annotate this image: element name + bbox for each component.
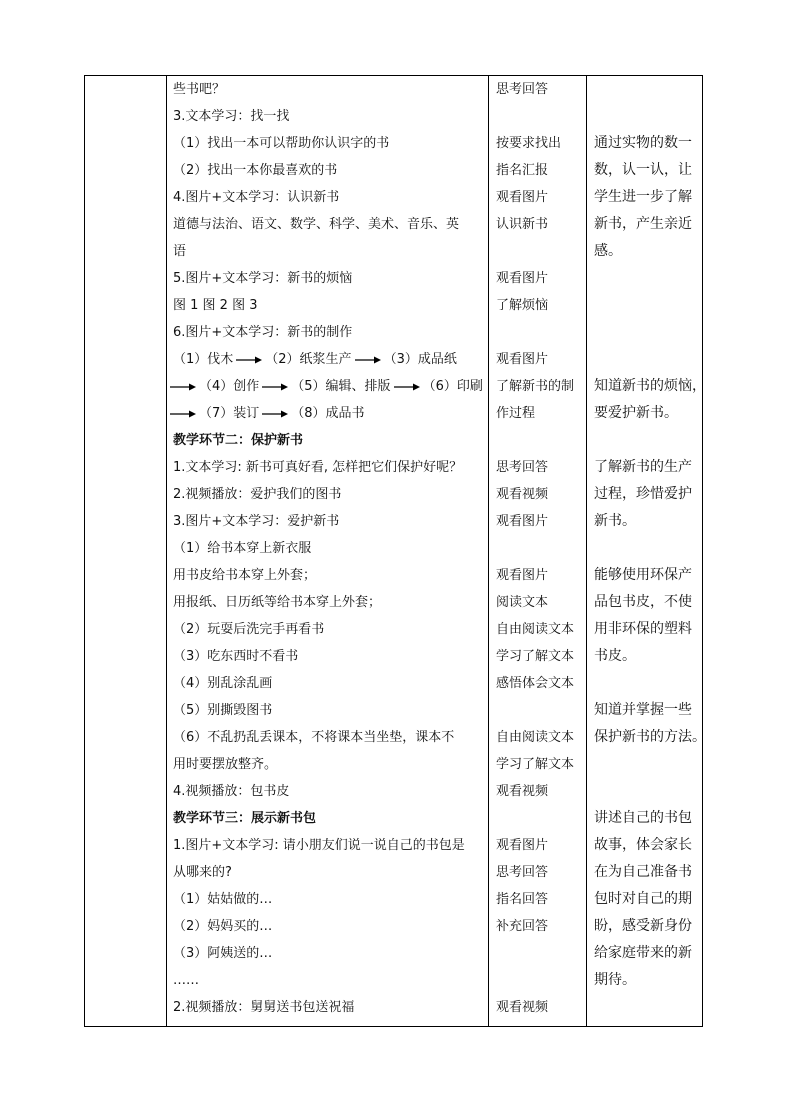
production-flow-row — [167, 373, 483, 400]
student-activity-line: 思考回答 — [496, 82, 549, 97]
student-activity-line: 观看视频 — [496, 1000, 549, 1015]
production-flow-row — [173, 346, 457, 373]
student-activity-line: 学习了解文本 — [496, 757, 575, 772]
design-intent-line: 过程，珍惜爱护 — [594, 486, 692, 502]
arrow-right-icon — [355, 354, 381, 364]
content-line: 用报纸、日历纸等给书本穿上外套； — [173, 595, 382, 610]
content-line: 1.文本学习: 新书可真好看, 怎样把它们保护好呢？ — [173, 460, 463, 475]
student-activity-line: 按要求找出 — [496, 136, 562, 151]
student-activity-line: 了解新书的制 — [496, 379, 575, 394]
flow-step: （8）成品书 — [291, 406, 365, 421]
content-line: （5）别撕毁图书 — [173, 703, 273, 718]
content-line: 从哪来的? — [173, 865, 232, 880]
student-activity-line: 观看视频 — [496, 487, 549, 502]
design-intent-line: 能够使用环保产 — [594, 567, 692, 583]
arrow-right-icon — [262, 381, 288, 391]
content-line: （1）给书本穿上新衣服 — [173, 541, 312, 556]
design-intent-line: 品包书皮，不使 — [594, 594, 692, 610]
design-intent-line: 故事，体会家长 — [594, 837, 692, 853]
student-activity-line: 作过程 — [496, 406, 536, 421]
content-line: 4.图片+文本学习：认识新书 — [173, 190, 340, 205]
flow-step: （6）印刷 — [422, 379, 483, 394]
flow-step: （1）伐木 — [173, 352, 234, 367]
student-activity-line: 观看图片 — [496, 352, 549, 367]
student-activity-line: 观看图片 — [496, 190, 549, 205]
arrow-right-icon — [170, 408, 196, 418]
design-intent-line: 保护新书的方法。 — [594, 729, 706, 745]
content-line: 3.图片+文本学习：爱护新书 — [173, 514, 340, 529]
content-line: （2）妈妈买的… — [173, 919, 273, 934]
student-activity-line: 观看图片 — [496, 271, 549, 286]
design-intent-line: 用非环保的塑料 — [594, 621, 692, 637]
design-intent-line: 讲述自己的书包 — [594, 810, 692, 826]
design-intent-line: 数，认一认，让 — [594, 162, 692, 178]
arrow-right-icon — [394, 381, 420, 391]
content-line: 3.文本学习：找一找 — [173, 109, 290, 124]
student-activity-line: 指名回答 — [496, 892, 549, 907]
design-intent-line: 要爱护新书。 — [594, 405, 678, 421]
design-intent-line: 在为自己准备书 — [594, 864, 692, 880]
content-line: 2.视频播放：舅舅送书包送祝福 — [173, 1000, 355, 1015]
design-intent-line: 感。 — [594, 243, 622, 259]
flow-step: （5）编辑、排版 — [291, 379, 391, 394]
content-line: 图 1 图 2 图 3 — [173, 298, 258, 313]
content-line: （6）不乱扔乱丢课本，不将课本当坐垫，课本不 — [173, 730, 455, 745]
design-intent-line: 了解新书的生产 — [594, 459, 692, 475]
student-activity-line: 自由阅读文本 — [496, 622, 575, 637]
student-activity-line: 补充回答 — [496, 919, 549, 934]
student-activity-line: 观看视频 — [496, 784, 549, 799]
design-intent-line: 知道并掌握一些 — [594, 702, 692, 718]
content-line: 6.图片+文本学习：新书的制作 — [173, 325, 353, 340]
design-intent-column — [587, 76, 704, 1026]
content-line: 4.视频播放：包书皮 — [173, 784, 290, 799]
content-line: 道德与法治、语文、数学、科学、美术、音乐、英 — [173, 217, 460, 232]
student-activity-line: 感悟体会文本 — [496, 676, 575, 691]
arrow-right-icon — [236, 354, 262, 364]
content-line: …… — [173, 973, 199, 988]
student-activity-line: 认识新书 — [496, 217, 549, 232]
arrow-right-icon — [262, 408, 288, 418]
student-activity-line: 思考回答 — [496, 865, 549, 880]
student-activity-line: 学习了解文本 — [496, 649, 575, 664]
flow-step: （7）装订 — [199, 406, 260, 421]
arrow-right-icon — [170, 381, 196, 391]
student-activity-line: 观看图片 — [496, 568, 549, 583]
content-line: 1.图片+文本学习: 请小朋友们说一说自己的书包是 — [173, 838, 465, 853]
student-activity-column — [489, 76, 586, 1026]
student-activity-line: 自由阅读文本 — [496, 730, 575, 745]
content-line: 用书皮给书本穿上外套； — [173, 568, 317, 583]
lesson-plan-table — [84, 75, 706, 1027]
student-activity-line: 了解烦恼 — [496, 298, 549, 313]
content-line: 些书吧？ — [173, 82, 226, 97]
design-intent-line: 新书，产生亲近 — [594, 216, 692, 232]
content-line: （2）玩耍后洗完手再看书 — [173, 622, 325, 637]
flow-step: （2）纸浆生产 — [265, 352, 352, 367]
design-intent-line: 通过实物的数一 — [594, 135, 692, 151]
design-intent-line: 新书。 — [594, 513, 636, 529]
production-flow-row — [167, 400, 365, 427]
content-line: （3）阿姨送的… — [173, 946, 273, 961]
student-activity-line: 思考回答 — [496, 460, 549, 475]
content-line: 语 — [173, 244, 187, 259]
design-intent-line: 给家庭带来的新 — [594, 945, 692, 961]
design-intent-line: 学生进一步了解 — [594, 189, 692, 205]
content-line: 教学环节三：展示新书包 — [173, 811, 317, 826]
design-intent-line: 包时对自己的期 — [594, 891, 692, 907]
student-activity-line: 观看图片 — [496, 514, 549, 529]
content-line: （1）姑姑做的… — [173, 892, 273, 907]
flow-step: （3）成品纸 — [383, 352, 457, 367]
content-line: 2.视频播放：爱护我们的图书 — [173, 487, 342, 502]
design-intent-line: 书皮。 — [594, 648, 636, 664]
student-activity-line: 观看图片 — [496, 838, 549, 853]
flow-step: （4）创作 — [199, 379, 260, 394]
design-intent-line: 期待。 — [594, 972, 636, 988]
content-line: 教学环节二：保护新书 — [173, 433, 304, 448]
teaching-content-column — [167, 76, 488, 1026]
student-activity-line: 阅读文本 — [496, 595, 549, 610]
content-line: 用时要摆放整齐。 — [173, 757, 278, 772]
content-line: （2）找出一本你最喜欢的书 — [173, 163, 338, 178]
content-line: 5.图片+文本学习：新书的烦恼 — [173, 271, 353, 286]
content-line: （3）吃东西时不看书 — [173, 649, 299, 664]
content-line: （4）别乱涂乱画 — [173, 676, 273, 691]
design-intent-line: 盼，感受新身份 — [594, 918, 692, 934]
design-intent-line: 知道新书的烦恼， — [594, 378, 706, 394]
student-activity-line: 指名汇报 — [496, 163, 549, 178]
content-line: （1）找出一本可以帮助你认识字的书 — [173, 136, 390, 151]
